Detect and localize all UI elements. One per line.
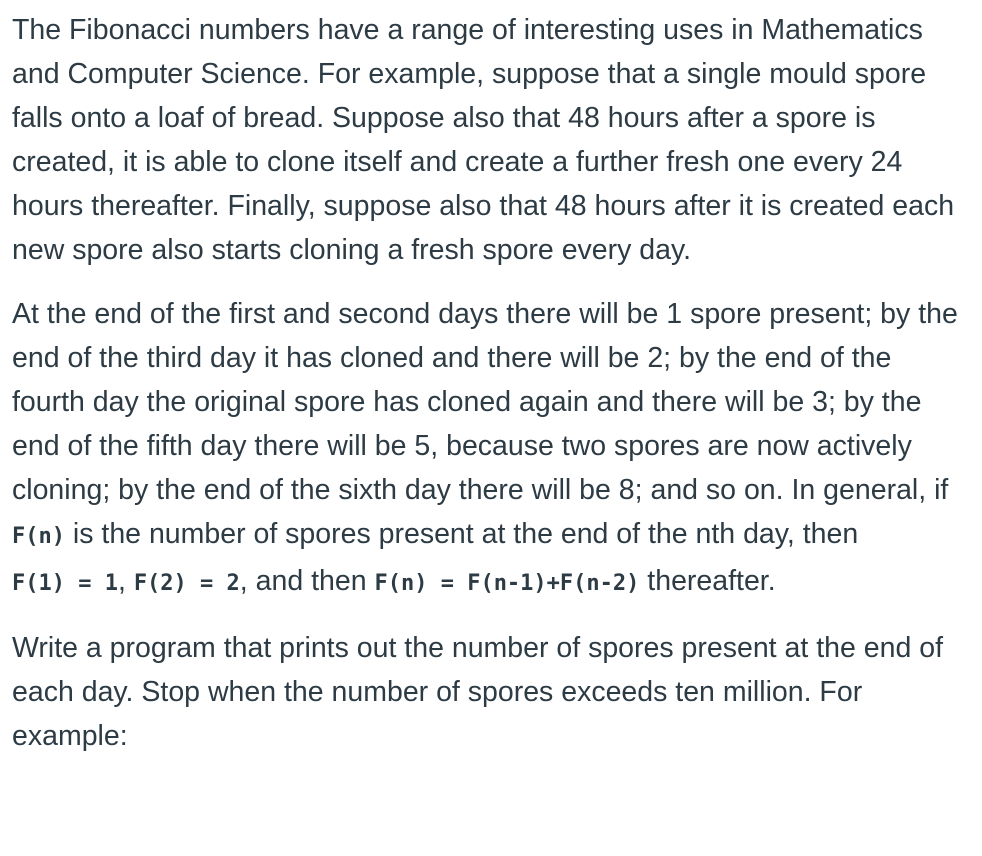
explanation-text: At the end of the first and second days there will be 1 spore present; by the end of the third day it has cloned and there will be 2; by the end of the fourth day the original spore has cloned again and there will be 3; by the end of the fifth day there will be 5, because two spores are now actively cloning; by the end of the sixth day there will be 8; and so on. In general, if [12,298,958,506]
task-paragraph: Write a program that prints out the number of spores present at the end of each day. Stop when the number of spores exceeds ten million. For example: [12,632,943,752]
explanation-text: , and then [239,565,375,597]
code-fn: F(n) [12,524,65,549]
intro-paragraph: The Fibonacci numbers have a range of interesting uses in Mathematics and Computer Science. For example, suppose that a single mould spore falls onto a loaf of bread. Suppose also that 48 hours after a spore is created, it is able to clone itself and create a further fresh one every 24 hours thereafter. Finally, suppose also that 48 hours after it is created each new spore also starts cloning a fresh spore every day. [12,14,955,266]
code-f2: F(2) = 2 [133,571,240,596]
explanation-paragraph [12,292,972,606]
explanation-text: , [117,565,134,597]
explanation-text: thereafter. [639,565,776,597]
code-f1: F(1) = 1 [12,571,118,596]
explanation-text: is the number of spores present at the end of the nth day, then [64,518,859,550]
code-recurrence: F(n) = F(n-1)+F(n-2) [374,571,640,596]
